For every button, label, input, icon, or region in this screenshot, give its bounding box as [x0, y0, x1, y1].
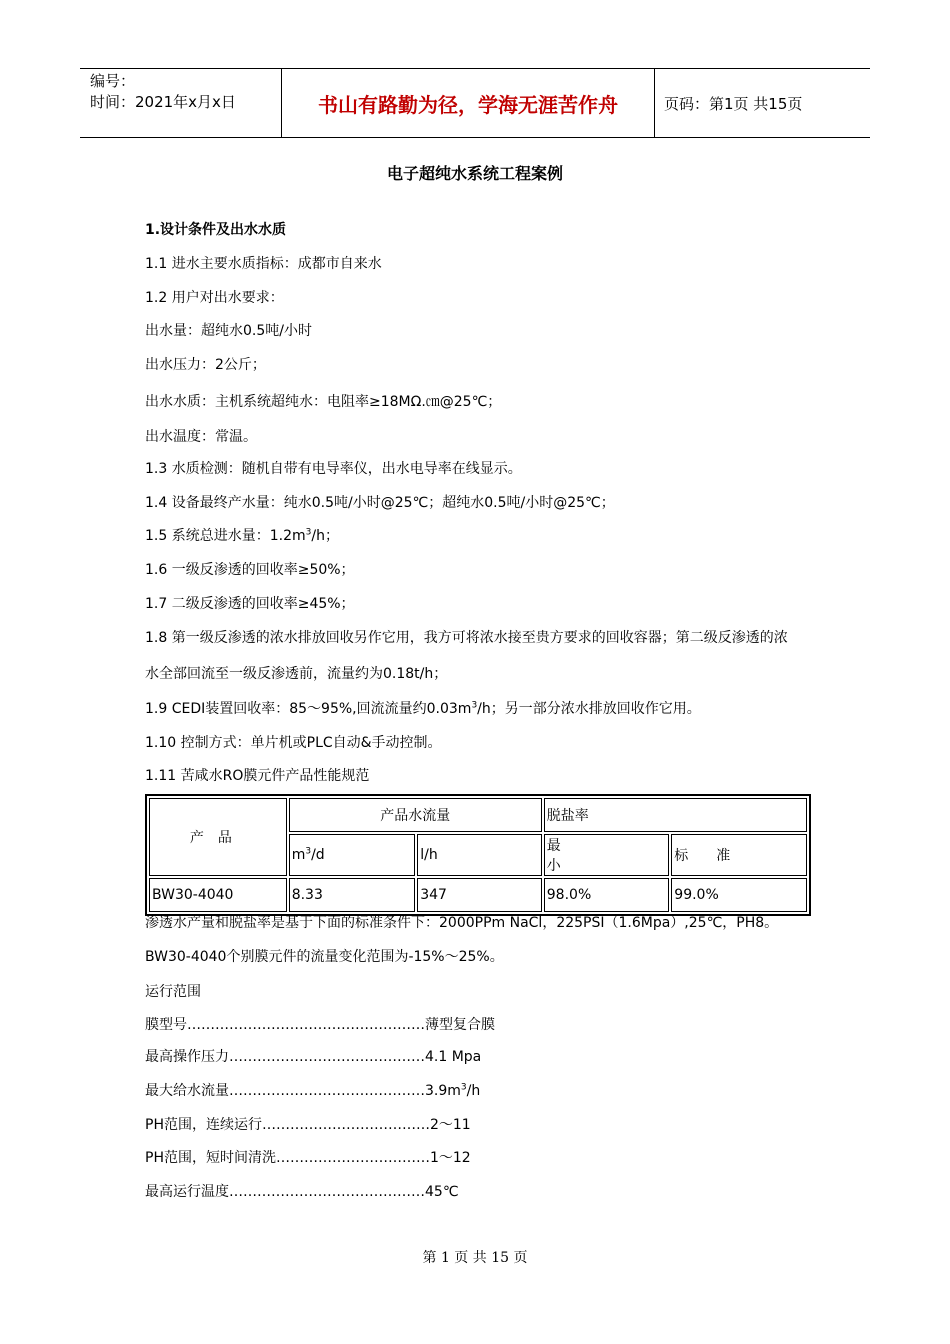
text-line: 1.10 控制方式：单片机或PLC自动&手动控制。 [145, 735, 442, 751]
text-line: 出水温度：常温。 [145, 429, 257, 445]
header-motto: 书山有路勤为径，学海无涯苦作舟 [318, 92, 618, 117]
table-header-salt-rejection: 脱盐率 [544, 798, 807, 832]
page-footer: 第 1 页 共 15 页 [422, 1250, 528, 1266]
text-segment: 1.9 CEDI装置回收率：85～95%,回流流量约0.03m [145, 701, 472, 717]
header-divider [654, 69, 655, 137]
text-line: 1.4 设备最终产水量：纯水0.5吨/小时@25℃；超纯水0.5吨/小时@25℃； [145, 495, 615, 511]
text-line: 1.6 一级反渗透的回收率≥50%； [145, 562, 355, 578]
code-label: 编号： [90, 72, 136, 90]
text-segment: /h； [311, 528, 339, 544]
table-cell: BW30-4040 [149, 878, 287, 912]
table-row [149, 878, 807, 912]
table-header-std: 标准 [671, 834, 807, 876]
text-line: BW30-4040个别膜元件的流量变化范围为-15%～25%。 [145, 949, 504, 965]
text-segment: 1.5 系统总进水量：1.2m [145, 528, 306, 544]
section-heading: 1.设计条件及出水水质 [145, 222, 287, 238]
membrane-spec-table [145, 794, 811, 916]
text-line: 出水压力：2公斤； [145, 357, 266, 373]
table-header-min: 最小 [544, 834, 670, 876]
text-line: PH范围，连续运行………………………………2～11 [145, 1117, 471, 1133]
table-unit-m3d: $m^3/d$ [289, 834, 416, 876]
text-line: 运行范围 [145, 984, 201, 1000]
table-cell: 347 [417, 878, 542, 912]
text-line: 出水量：超纯水0.5吨/小时 [145, 323, 312, 339]
header-page-info: 页码：第1页 共15页 [664, 95, 803, 113]
document-title: 电子超纯水系统工程案例 [386, 164, 563, 183]
text-segment: 最大给水流量……………………………………3.9m [145, 1083, 461, 1099]
table-cell: 98.0% [544, 878, 670, 912]
text-line [145, 1080, 480, 1100]
text-segment: /h [466, 1083, 481, 1099]
text-line: 出水水质：主机系统超纯水：电阻率≥18MΩ.㎝@25℃； [145, 394, 502, 410]
text-line: 最高运行温度……………………………………45℃ [145, 1184, 459, 1200]
text-line: 最高操作压力……………………………………4.1 Mpa [145, 1049, 482, 1065]
table-unit-lh: l/h [417, 834, 542, 876]
text-line: 1.3 水质检测：随机自带有电导率仪，出水电导率在线显示。 [145, 461, 522, 477]
superscript: 3 [460, 1082, 467, 1093]
table-cell: 8.33 [289, 878, 416, 912]
superscript: 3 [305, 527, 312, 538]
text-line: 渗透水产量和脱盐率是基于下面的标准条件下：2000PPm NaCl，225PSI（1.6Mpa）,25℃，PH8。 [145, 915, 779, 931]
text-line: 1.8 第一级反渗透的浓水排放回收另作它用，我方可将浓水接至贵方要求的回收容器；第二级反渗透的浓 [145, 630, 788, 646]
text-line: 1.7 二级反渗透的回收率≥45%； [145, 596, 355, 612]
table-header-flow: 产品水流量 [289, 798, 542, 832]
page-header [80, 68, 870, 138]
text-line: 1.11 苦咸水RO膜元件产品性能规范 [145, 768, 370, 784]
table-row [149, 798, 807, 832]
time-label: 时间：2021年x月x日 [90, 93, 236, 111]
text-line: 1.1 进水主要水质指标：成都市自来水 [145, 256, 382, 272]
text-line [145, 525, 339, 545]
text-line: 膜型号……………………………………………薄型复合膜 [145, 1017, 495, 1033]
table-header-product: 产品 [149, 798, 287, 876]
text-line [145, 698, 701, 718]
text-line: 水全部回流至一级反渗透前，流量约为0.18t/h； [145, 666, 448, 682]
table-cell: 99.0% [671, 878, 807, 912]
text-line: 1.2 用户对出水要求： [145, 290, 284, 306]
text-segment: /h；另一部分浓水排放回收作它用。 [477, 701, 701, 717]
text-line: PH范围，短时间清洗……………………………1～12 [145, 1150, 471, 1166]
header-meta [90, 71, 236, 113]
superscript: 3 [471, 700, 478, 711]
